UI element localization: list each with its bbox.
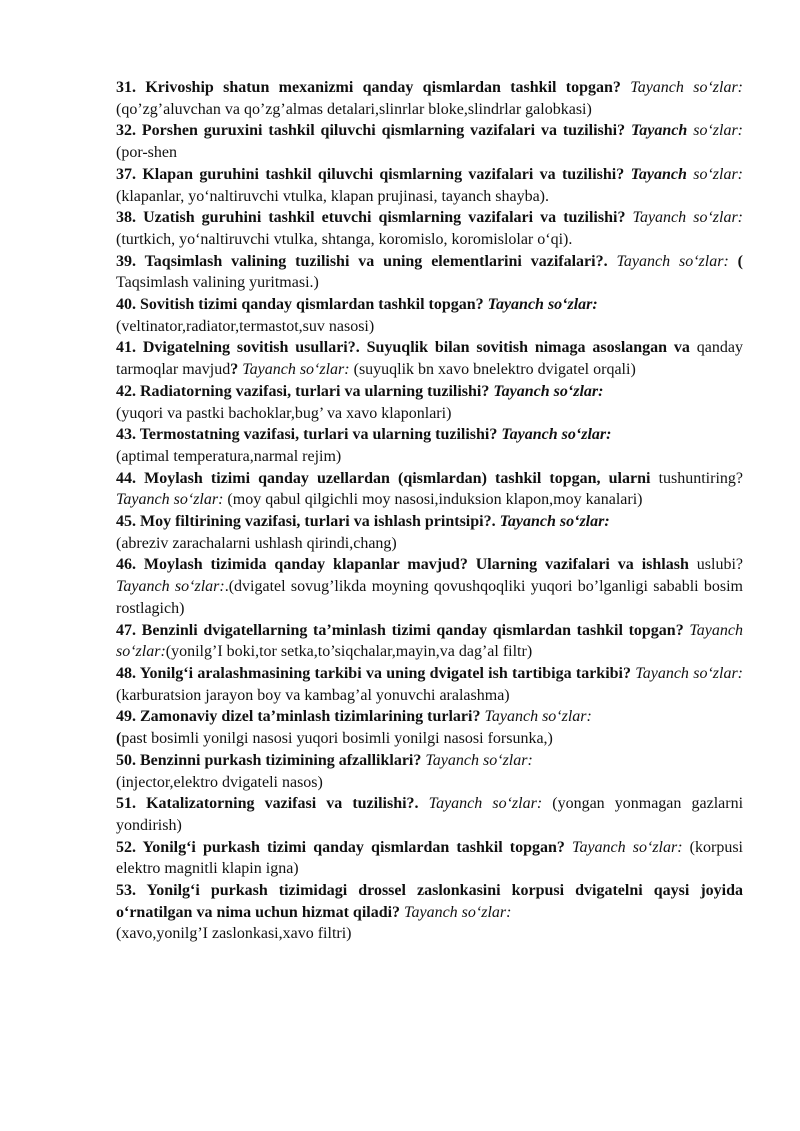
keywords-text: (injector,elektro dvigateli nasos): [116, 773, 323, 791]
question-text: 47. Benzinli dvigatellarning ta’minlash tizimi qanday qismlardan tashkil topgan?: [116, 621, 684, 639]
question-47: [116, 620, 743, 663]
question-text: 49. Zamonaviy dizel ta’minlash tizimlarining turlari?: [116, 708, 481, 726]
question-41: [116, 337, 743, 380]
keywords-label: Tayanch so‘zlar:: [116, 491, 224, 509]
question-51: [116, 793, 743, 836]
keywords-label: so‘zlar:: [687, 122, 743, 140]
keywords-label: Tayanch so‘zlar:: [418, 795, 543, 813]
keywords-text: (yuqori va pastki bachoklar,bug’ va xavo klaponlari): [116, 404, 452, 422]
question-48: [116, 663, 743, 706]
keywords-text: .(dvigatel sovug’likda moyning qovushqoqliki yuqori bo’lganligi sababli bosim rostlagich): [116, 578, 743, 617]
question-text: 50. Benzinni purkash tizimining afzalliklari?: [116, 751, 422, 769]
question-53: [116, 880, 743, 945]
keywords-label-bold: Tayanch so‘zlar:: [489, 382, 604, 400]
question-37: [116, 164, 743, 207]
keywords-label: so‘zlar:: [686, 165, 744, 183]
question-text: 44. Moylash tizimi qanday uzellardan (qismlardan) tashkil topgan, ularni: [116, 469, 651, 487]
question-text: 31. Krivoship shatun mexanizmi qanday qismlardan tashkil topgan?: [116, 79, 621, 96]
keywords-text: (abreziv zarachalarni ushlash qirindi,chang): [116, 534, 397, 552]
keywords-text: (suyuqlik bn xavo bnelektro dvigatel orqali): [349, 361, 636, 379]
keywords-text: (xavo,yonilg’I zaslonkasi,xavo filtri): [116, 925, 352, 943]
question-text: 40. Sovitish tizimi qanday qismlardan tashkil topgan?: [116, 296, 484, 314]
question-text-plain: uslubi?: [688, 556, 743, 574]
question-text: 39. Taqsimlash valining tuzilishi va uning elementlarini vazifalari?.: [116, 252, 608, 270]
question-text: 48. Yonilg‘i aralashmasining tarkibi va uning dvigatel ish tartibiga tarkibi?: [116, 664, 631, 682]
keywords-label: Tayanch so‘zlar:: [400, 903, 512, 921]
question-text: 41. Dvigatelning sovitish usullari?. Suyuqlik bilan sovitish nimaga asoslangan va: [116, 339, 690, 357]
question-52: [116, 837, 743, 880]
question-31: [116, 77, 743, 120]
keywords-label: Tayanch so‘zlar:: [116, 621, 743, 661]
question-text: 32. Porshen guruxini tashkil qiluvchi qismlarning vazifalari va tuzilishi?: [116, 122, 626, 140]
keywords-label-bold: Tayanch so‘zlar:: [483, 296, 598, 314]
keywords-label-bold: Tayanch: [624, 165, 687, 183]
keywords-text: past bosimli yonilgi nasosi yuqori bosimli yonilgi nasosi forsunka,): [121, 730, 553, 748]
keywords-label: Tayanch so‘zlar:: [116, 578, 225, 596]
question-46: [116, 554, 743, 619]
question-42: [116, 381, 743, 424]
keywords-text: (veltinator,radiator,termastot,suv nasosi): [116, 317, 375, 335]
question-text: 53. Yonilg‘i purkash tizimidagi drossel zaslonkasini korpusi dvigatelni qaysi joyida o‘rnatilgan va nima uchun hizmat qiladi?: [116, 882, 743, 921]
question-40: [116, 294, 743, 337]
keywords-text: (korpusi elektro magnitli klapin igna): [116, 838, 743, 878]
question-39: [116, 251, 743, 294]
keywords-label-bold: Tayanch so‘zlar:: [495, 513, 610, 531]
keywords-text: (yonilg’I boki,tor setka,to’siqchalar,mayin,va dag’al filtr): [165, 643, 533, 661]
question-mark: ?: [230, 361, 239, 379]
question-text: 37. Klapan guruhini tashkil qiluvchi qismlarning vazifalari va tuzilishi?: [116, 165, 625, 183]
keywords-label: Tayanch so‘zlar:: [238, 361, 350, 379]
question-text-plain: tushuntiring?: [650, 469, 744, 487]
question-text: 42. Radiatorning vazifasi, turlari va ularning tuzilishi?: [116, 382, 490, 400]
question-text: 43. Termostatning vazifasi, turlari va ularning tuzilishi?: [116, 426, 498, 444]
question-text: 38. Uzatish guruhini tashkil etuvchi qismlarning vazifalari va tuzilishi?: [116, 209, 626, 227]
question-32: [116, 120, 743, 163]
paren-open: (: [116, 730, 122, 748]
keywords-label: Tayanch so‘zlar:: [631, 664, 743, 682]
question-text: 52. Yonilg‘i purkash tizimi qanday qismlardan tashkil topgan?: [116, 838, 565, 856]
keywords-label-bold: Tayanch: [625, 122, 688, 140]
keywords-text: (moy qabul qilgichli moy nasosi,induksion klapon,moy kanalari): [223, 491, 643, 509]
keywords-label-bold: Tayanch so‘zlar:: [497, 426, 612, 444]
keywords-label: Tayanch so‘zlar:: [480, 708, 592, 726]
question-50: [116, 750, 743, 793]
keywords-label: Tayanch so‘zlar:: [625, 209, 743, 227]
keywords-label: Tayanch so‘zlar:: [421, 751, 533, 769]
keywords-label: Tayanch so‘zlar:: [607, 252, 729, 270]
keywords-text: (yongan yonmagan gazlarni yondirish): [116, 795, 744, 834]
question-45: [116, 511, 743, 554]
question-44: [116, 468, 743, 511]
keywords-text: (turtkich, yo‘naltiruvchi vtulka, shtanga, koromislo, koromislolar o‘qi).: [116, 230, 573, 248]
paren-open: (: [728, 252, 743, 270]
keywords-text: (aptimal temperatura,narmal rejim): [116, 447, 342, 465]
keywords-label: Tayanch so‘zlar:: [620, 79, 743, 96]
question-text-plain: qanday tarmoqlar mavjud: [116, 339, 744, 379]
question-text: 51. Katalizatorning vazifasi va tuzilishi?.: [116, 795, 419, 813]
keywords-text: (por-shen: [116, 144, 177, 162]
question-49: [116, 706, 743, 749]
keywords-text: Taqsimlash valining yuritmasi.): [116, 274, 319, 292]
question-text: 46. Moylash tizimida qanday klapanlar mavjud? Ularning vazifalari va ishlash: [116, 556, 689, 574]
question-43: [116, 424, 743, 467]
question-38: [116, 207, 743, 250]
keywords-label: Tayanch so‘zlar:: [564, 838, 683, 856]
question-text: 45. Moy filtirining vazifasi, turlari va ishlash printsipi?.: [116, 513, 496, 531]
keywords-text: (klapanlar, yo‘naltiruvchi vtulka, klapan prujinasi, tayanch shayba).: [116, 187, 549, 205]
keywords-text: (qo’zg’aluvchan va qo’zg’almas detalari,slinrlar bloke,slindrlar galobkasi): [116, 100, 592, 118]
keywords-text: (karburatsion jarayon boy va kambag’al yonuvchi aralashma): [116, 686, 510, 704]
